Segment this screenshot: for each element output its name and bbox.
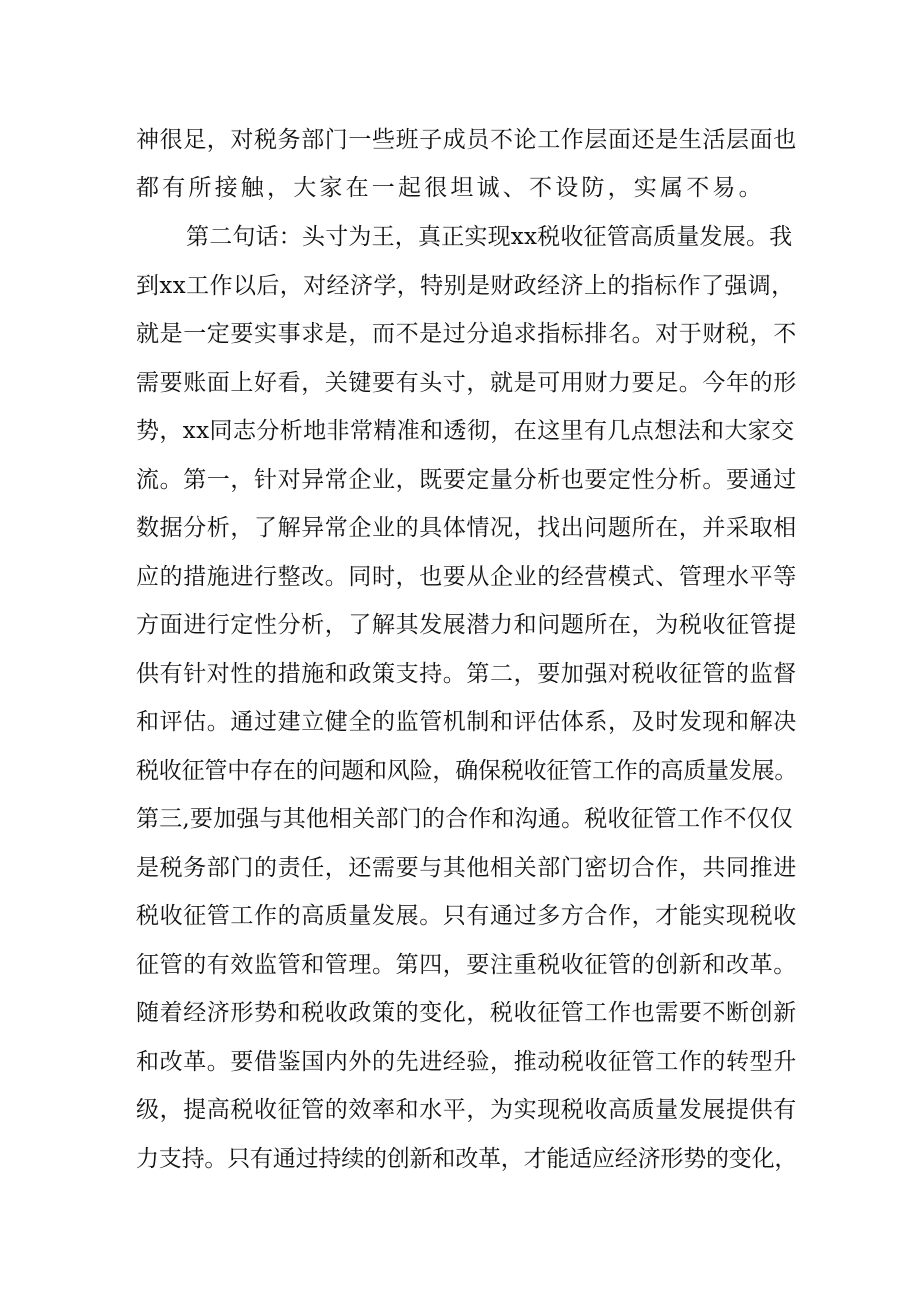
text-line: 和改革。要借鉴国内外的先进经验，推动税收征管工作的转型升 — [136, 1049, 797, 1075]
text-line: 就是一定要实事求是，而不是过分追求指标排名。对于财税，不 — [136, 321, 797, 347]
text-line: 需要账面上好看，关键要有头寸，就是可用财力要足。今年的形 — [136, 370, 797, 396]
text-line: 征管的有效监管和管理。第四，要注重税收征管的创新和改革。 — [136, 952, 797, 978]
text-line: 神很足，对税务部门一些班子成员不论工作层面还是生活层面也 — [136, 127, 797, 153]
text-line: 和评估。通过建立健全的监管机制和评估体系，及时发现和解决 — [136, 709, 797, 735]
text-line: 税收征管中存在的问题和风险，确保税收征管工作的高质量发展。 — [136, 758, 798, 784]
text-line: 随着经济形势和税收政策的变化，税收征管工作也需要不断创新 — [136, 1000, 797, 1026]
text-line: 供有针对性的措施和政策支持。第二，要加强对税收征管的监督 — [136, 661, 797, 687]
text-line: 都有所接触，大家在一起很坦诚、不设防，实属不易。 — [136, 175, 765, 201]
text-line: 势，xx同志分析地非常精准和透彻，在这里有几点想法和大家交 — [136, 418, 795, 444]
text-line: 第三,要加强与其他相关部门的合作和沟通。税收征管工作不仅仅 — [136, 806, 794, 832]
text-line: 数据分析，了解异常企业的具体情况，找出问题所在，并采取相 — [136, 515, 797, 541]
text-line: 应的措施进行整改。同时，也要从企业的经营模式、管理水平等 — [136, 564, 797, 590]
text-line: 税收征管工作的高质量发展。只有通过多方合作，才能实现税收 — [136, 903, 797, 929]
text-line: 力支持。只有通过持续的创新和改革，才能适应经济形势的变化， — [136, 1146, 798, 1172]
text-line: 到xx工作以后，对经济学，特别是财政经济上的指标作了强调， — [136, 273, 795, 299]
paragraph-start-line: 第二句话：头寸为王，真正实现xx税收征管高质量发展。我 — [186, 224, 793, 250]
text-line: 流。第一，针对异常企业，既要定量分析也要定性分析。要通过 — [136, 467, 797, 493]
text-line: 级，提高税收征管的效率和水平，为实现税收高质量发展提供有 — [136, 1097, 797, 1123]
text-line: 是税务部门的责任，还需要与其他相关部门密切合作，共同推进 — [136, 855, 797, 881]
text-line: 方面进行定性分析，了解其发展潜力和问题所在，为税收征管提 — [136, 612, 797, 638]
